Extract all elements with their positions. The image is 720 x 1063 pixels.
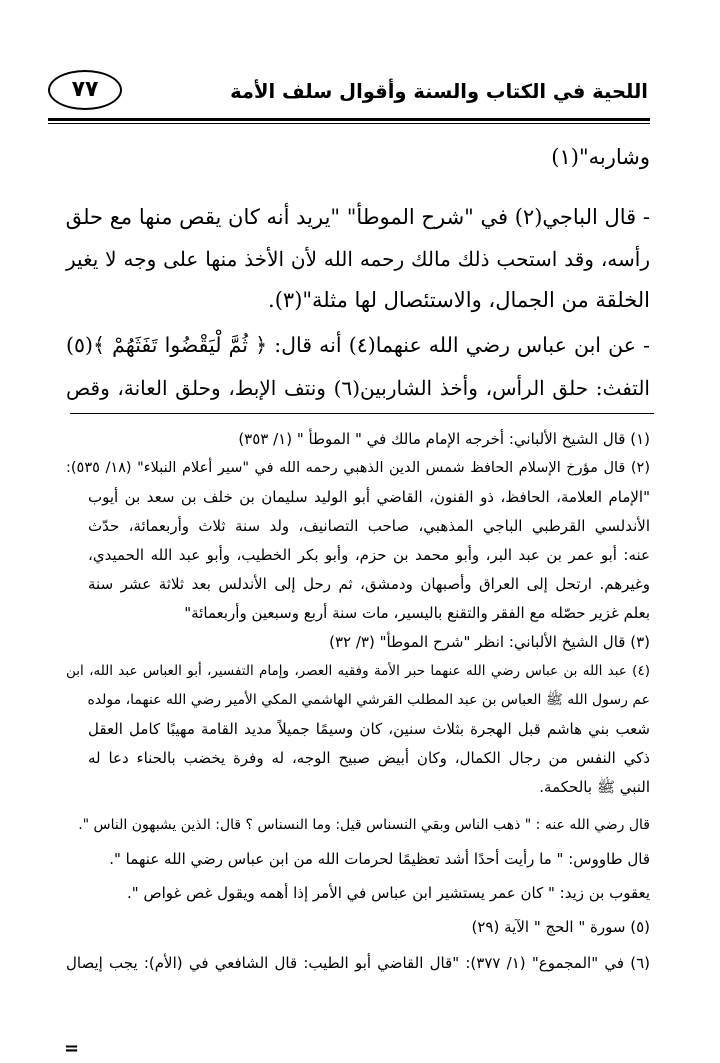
footnote-line: وغيرهم. ارتحل إلى العراق وأصبهان ودمشق، ثم رحل إلى الأندلس بعد ثلاثة عشر سنة: [88, 575, 650, 593]
footnote-line: "الإمام العلامة، الحافظ، ذو الفنون، القاضي أبو الوليد سليمان بن خلف بن سعد بن أيوب: [88, 488, 650, 506]
footnote-line: (٣) قال الشيخ الألباني: انظر "شرح الموطأ" (٣/ ٣٢): [329, 633, 650, 651]
body-line: - عن ابن عباس رضي الله عنهما(٤) أنه قال: ﴿ ثُمَّ لْيَقْضُوا تَفَثَهُمْ ﴾(٥): [66, 333, 650, 357]
footnote-line: قال طاووس: " ما رأيت أحدًا أشد تعظيمًا لحرمات الله من ابن عباس رضي الله عنهما ".: [109, 850, 650, 868]
footnote-line: قال رضي الله عنه : " ذهب الناس وبقي النسناس قيل: وما النسناس ؟ قال: الذين يشبهون الناس ".: [78, 817, 650, 833]
header-divider: [48, 118, 650, 121]
body-line: - قال الباجي(٢) في "شرح الموطأ" "يريد أنه كان يقص منها مع حلق: [65, 205, 650, 229]
header-divider-thin: [48, 123, 650, 124]
body-line: وشاربه"(١): [551, 145, 650, 169]
running-header-title: اللحية في الكتاب والسنة وأقوال سلف الأمة: [230, 80, 648, 103]
body-line: التفث: حلق الرأس، وأخذ الشاربين(٦) ونتف الإبط، وحلق العانة، وقص: [66, 376, 650, 400]
footnote-line: (٦) في "المجموع" (١/ ٣٧٧): "قال القاضي أبو الطيب: قال الشافعي في (الأم): يجب إيصال: [66, 954, 650, 972]
continuation-mark: =: [64, 1038, 80, 1059]
footnote-line: الأندلسي القرطبي الباجي المذهبي، صاحب التصانيف، ولد سنة ثلاث وأربعمائة، حدّث: [88, 517, 650, 535]
footnote-line: عم رسول الله ﷺ العباس بن عبد المطلب القرشي الهاشمي المكي الأمير رضي الله عنهما، مولده: [87, 692, 650, 708]
footnote-line: عنه: أبو عمر بن عبد البر، وأبو محمد بن حزم، وأبو بكر الخطيب، وأبو عبد الله الحميدي،: [88, 546, 650, 564]
footnote-line: يعقوب بن زيد: " كان عمر يستشير ابن عباس في الأمر إذا أهمه ويقول غص غواص ".: [127, 884, 650, 902]
footnote-line: (٢) قال مؤرخ الإسلام الحافظ شمس الدين الذهبي رحمه الله في "سير أعلام النبلاء" (١٨/ ٥٣٥):: [66, 460, 650, 476]
body-line: الخلقة من الجمال، والاستئصال لها مثلة"(٣).: [268, 288, 650, 312]
footnote-line: بعلم غزير حصّله مع الفقر والتقنع باليسير، مات سنة أربع وسبعين وأربعمائة": [184, 604, 650, 622]
footnote-line: (١) قال الشيخ الألباني: أخرجه الإمام مالك في " الموطأ " (١/ ٣٥٣): [238, 430, 650, 448]
footnote-divider: [70, 413, 654, 414]
footnote-line: (٥) سورة " الحج " الآية (٢٩): [471, 918, 650, 936]
page-number: ٧٧: [48, 70, 122, 110]
footnote-line: شعب بني هاشم قبل الهجرة بثلاث سنين، كان وسيمًا جميلاً مديد القامة مهيبًا كامل العقل: [88, 720, 650, 738]
footnote-line: ذكي النفس من رجال الكمال، وكان أبيض صبيح الوجه، له وفرة يخضب بالحناء دعا له: [88, 749, 650, 767]
body-line: رأسه، وقد استحب ذلك مالك رحمه الله لأن الأخذ منها على وجه لا يغير: [66, 247, 650, 271]
footnote-line: (٤) عبد الله بن عباس رضي الله عنهما حبر الأمة وفقيه العصر، وإمام التفسير، أبو العباس عبد الله، ابن: [66, 663, 650, 679]
footnote-line: النبي ﷺ بالحكمة.: [539, 778, 650, 796]
